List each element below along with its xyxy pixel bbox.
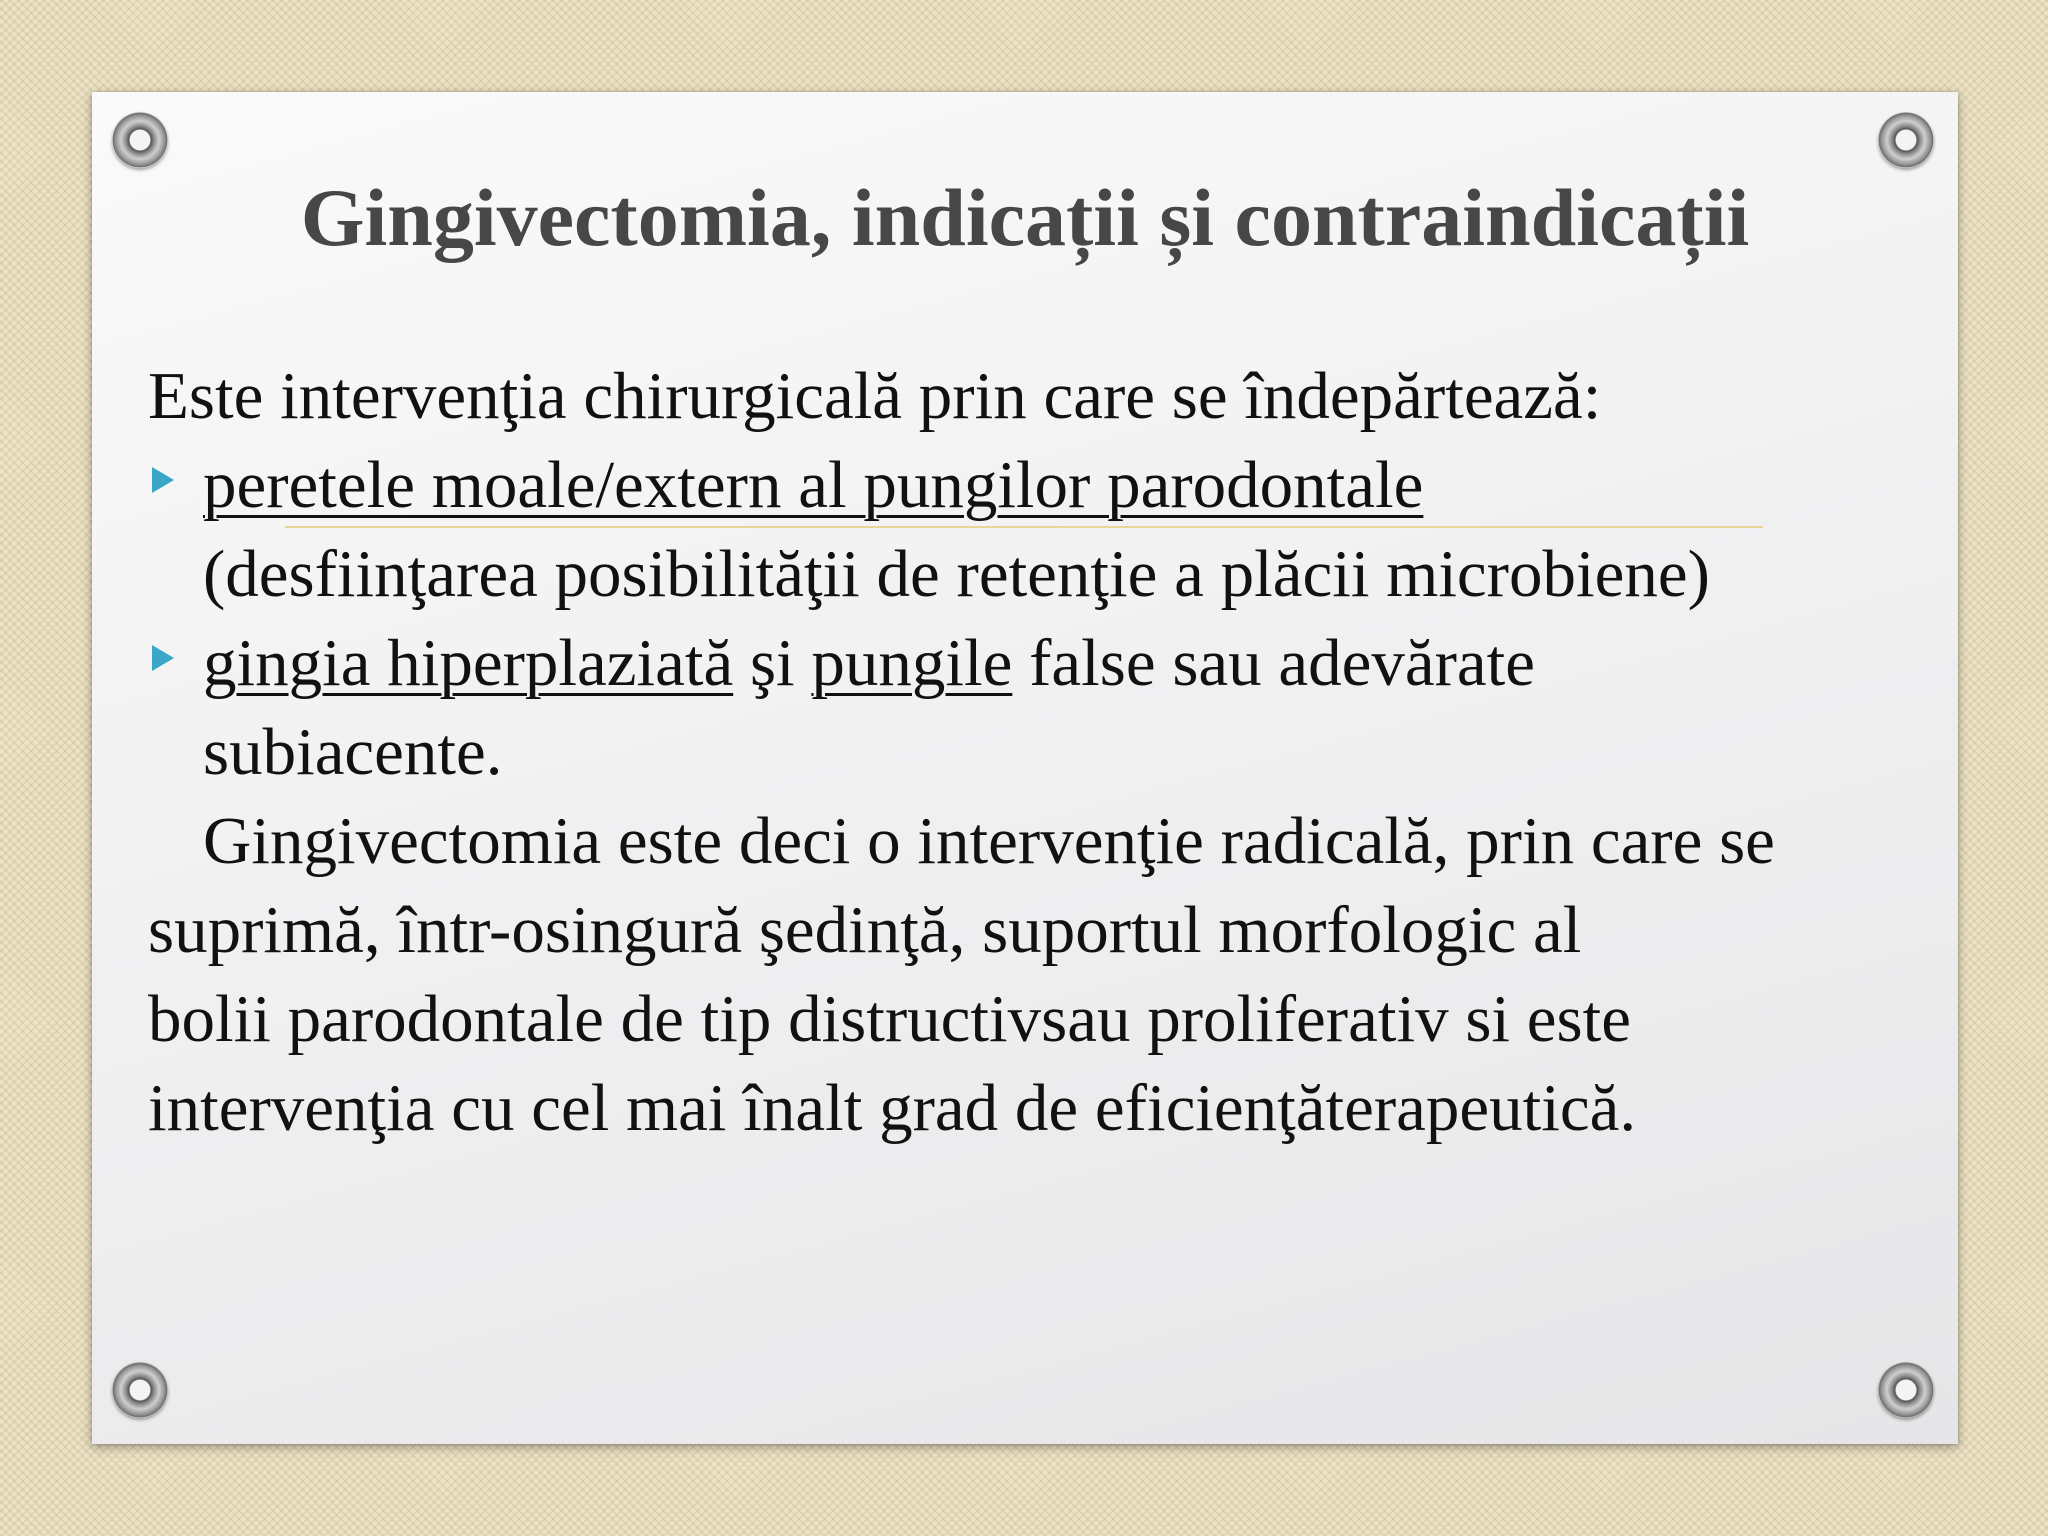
slide-body [148,352,1908,1153]
conclusion-paragraph [148,797,1908,1153]
grommet-top-right-icon [1878,112,1934,168]
grommet-bottom-right-icon [1878,1362,1934,1418]
bullet-1-underlined-text: peretele moale/extern al pungilor parodontale [203,448,1424,522]
grommet-top-left-icon [112,112,168,168]
conclusion-line-1: Gingivectomia este deci o intervenţie radicală, prin care se [203,804,1775,878]
triangle-bullet-icon [152,467,174,493]
grommet-bottom-left-icon [112,1362,168,1418]
bullet-item-1 [148,441,1908,619]
triangle-bullet-icon [152,645,174,671]
intro-paragraph: Este intervenţia chirurgicală prin care se îndepărtează: [148,359,1602,433]
bullet-2-underlined-text-2: pungile [811,626,1013,700]
bullet-2-text-2: false sau adevărate [1012,626,1536,700]
conclusion-line-3: bolii parodontale de tip distructivsau proliferativ si este [148,982,1631,1056]
bullet-item-2 [148,619,1908,797]
conclusion-line-2: suprimă, într-osingură şedinţă, suportul morfologic al [148,893,1582,967]
bullet-2-text-1: şi [733,626,812,700]
slide-title: Gingivectomia, indicații și contraindicații [300,172,1750,263]
bullet-2-continuation: subiacente. [203,715,503,789]
bullet-1-continuation: (desfiinţarea posibilităţii de retenţie a plăcii microbiene) [203,537,1710,611]
bullet-2-underlined-text-1: gingia hiperplaziată [203,626,734,700]
conclusion-line-4: intervenţia cu cel mai înalt grad de eficienţăterapeutică. [148,1071,1637,1145]
